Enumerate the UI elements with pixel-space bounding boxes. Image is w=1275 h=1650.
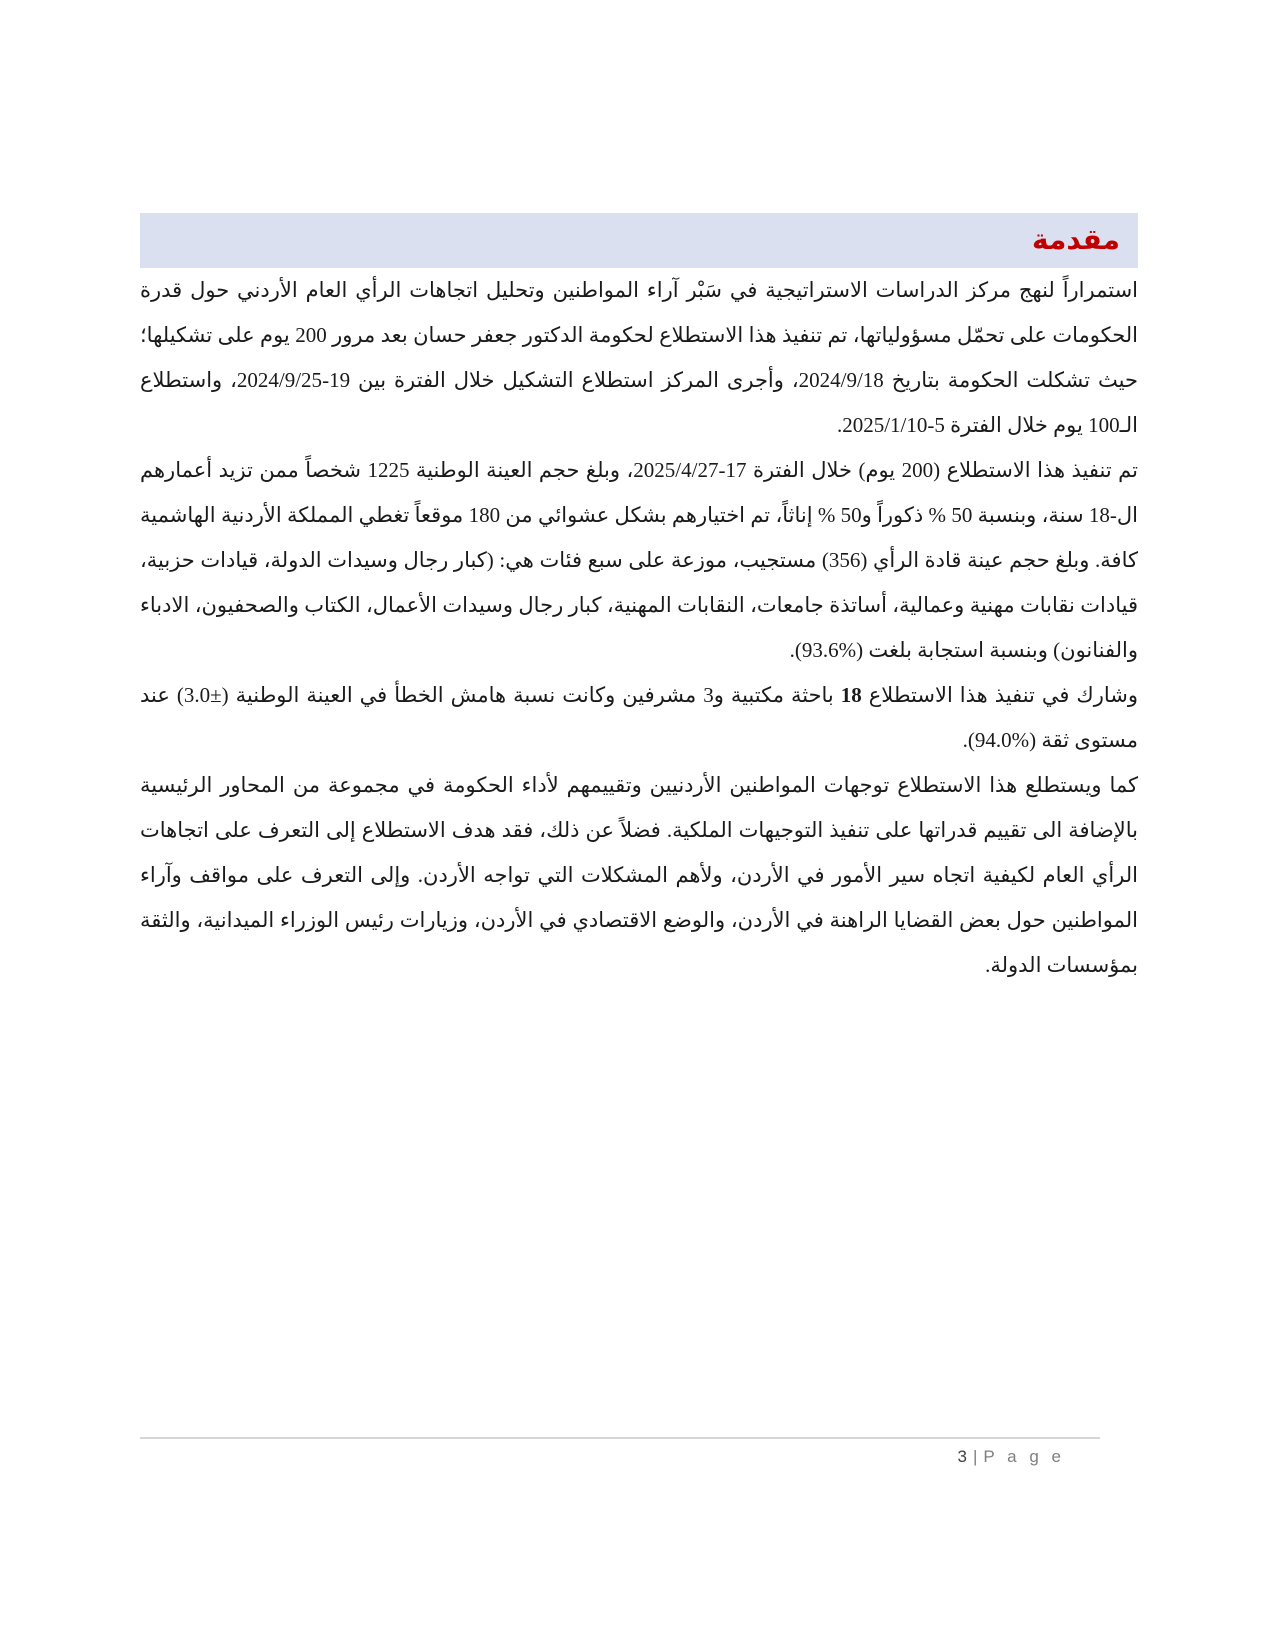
footer-page-label: P a g e bbox=[983, 1447, 1065, 1466]
paragraph-text: تم تنفيذ هذا الاستطلاع (200 يوم) خلال الفترة 17‏-‏2025/4/27، وبلغ حجم العينة الوطنية 1225 شخصاً ممن تزيد أعمارهم ال-18 سنة، وبنسبة 50 % ذكوراً و50 % إناثاً، تم اختيارهم بشكل عشوائي من 180 موقعاً تغطي المملكة الأردنية الهاشمية كافة. وبلغ حجم عينة قادة الرأي (356) مستجيب، موزعة على سبع فئات هي: (كبار رجال وسيدات الدولة، قيادات حزبية، قيادات نقابات مهنية وعمالية، أساتذة جامعات، النقابات المهنية، كبار رجال وسيدات الأعمال، الكتاب والصحفيون، الادباء والفنانون) وبنسبة استجابة بلغت (%93.6). bbox=[140, 458, 1139, 662]
page-number: 3 bbox=[957, 1447, 967, 1466]
paragraph-fieldwork-team bbox=[140, 673, 1138, 763]
paragraph-text: كما ويستطلع هذا الاستطلاع توجهات المواطنين الأردنيين وتقييمهم لأداء الحكومة في مجموعة من المحاور الرئيسية بالإضافة الى تقييم قدراتها على تنفيذ التوجيهات الملكية. فضلاً عن ذلك، فقد هدف الاستطلاع إلى التعرف على اتجاهات الرأي العام لكيفية اتجاه سير الأمور في الأردن، ولأهم المشكلات التي تواجه الأردن. وإلى التعرف على مواقف وآراء المواطنين حول بعض القضايا الراهنة في الأردن، والوضع الاقتصادي في الأردن، وزيارات رئيس الوزراء الميدانية، والثقة بمؤسسات الدولة. bbox=[140, 773, 1138, 977]
content-area bbox=[140, 0, 1138, 988]
paragraph-text: وشارك في تنفيذ هذا الاستطلاع bbox=[861, 683, 1138, 707]
page-footer bbox=[140, 1437, 1100, 1467]
footer-page-indicator bbox=[140, 1439, 1100, 1467]
paragraph-survey-context bbox=[140, 268, 1138, 448]
footer-separator: | bbox=[973, 1447, 978, 1466]
paragraph-text: باحثة مكتبية و3 مشرفين وكانت نسبة هامش الخطأ في العينة الوطنية (±3.0) عند مستوى ثقة (%94.0). bbox=[140, 683, 1138, 752]
paragraph-text: استمراراً لنهج مركز الدراسات الاستراتيجية في سَبْر آراء المواطنين وتحليل اتجاهات الرأي العام الأردني حول قدرة الحكومات على تحمّل مسؤولياتها، تم تنفيذ هذا الاستطلاع لحكومة الدكتور جعفر حسان بعد مرور 200 يوم على تشكيلها؛ حيث تشكلت الحكومة بتاريخ 2024/9/18، وأجرى المركز استطلاع التشكيل خلال الفترة بين 19‏-‏2024/9/25، واستطلاع الـ100 يوم خلال الفترة 5‏-‏2025/1/10. bbox=[140, 278, 1138, 437]
section-header-band bbox=[140, 213, 1138, 268]
paragraph-survey-goals bbox=[140, 763, 1138, 988]
paragraph-sample-details bbox=[140, 448, 1138, 673]
researchers-count-bold: 18 bbox=[840, 683, 862, 707]
page-title: مقدمة bbox=[1032, 225, 1120, 256]
